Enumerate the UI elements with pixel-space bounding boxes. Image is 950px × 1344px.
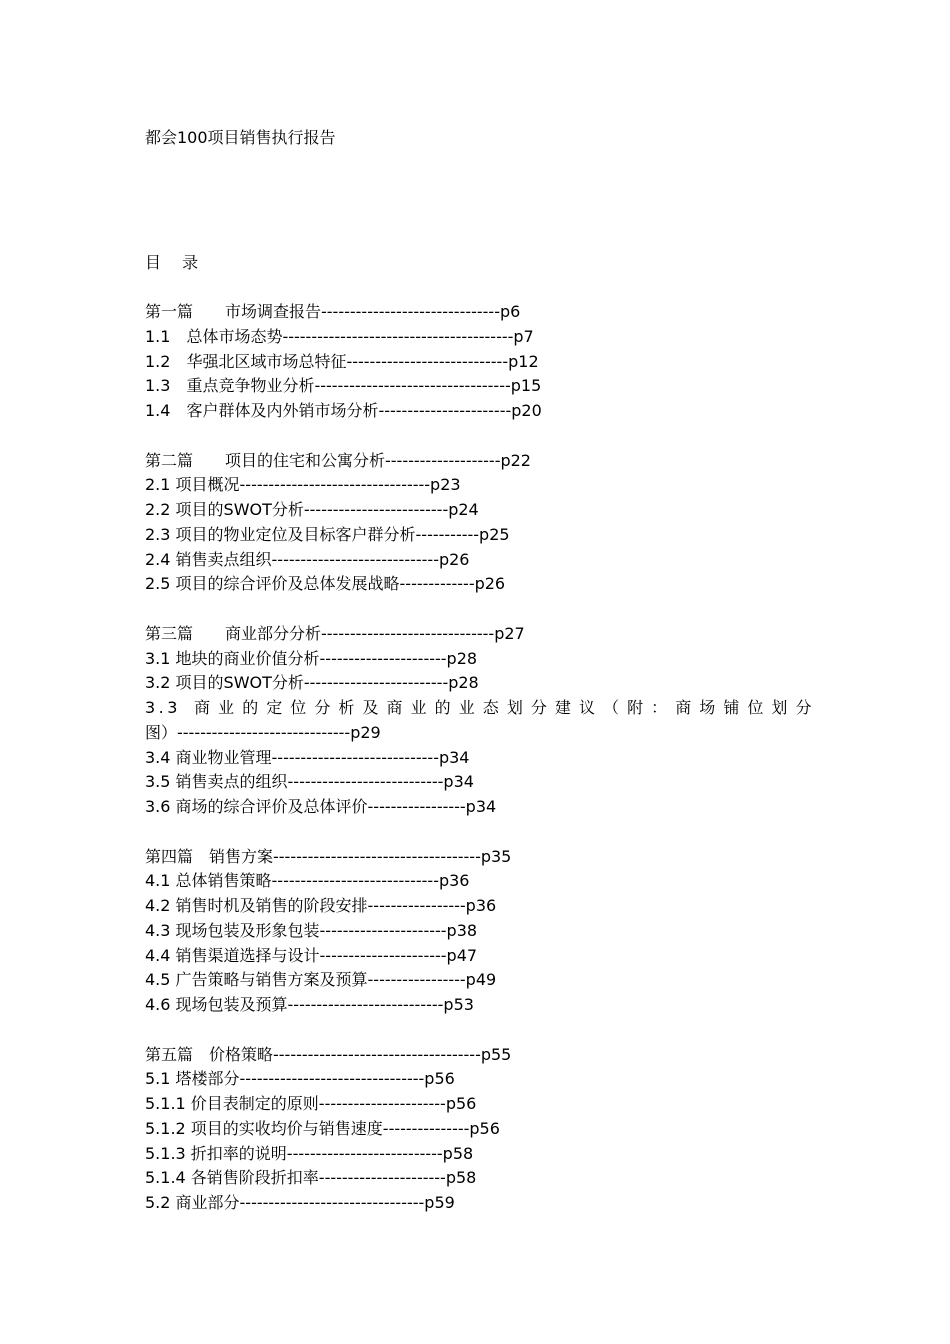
toc-section-5 (145, 1043, 815, 1216)
toc-entry-4-5: 4.5 广告策略与销售方案及预算-----------------p49 (145, 970, 497, 990)
toc-entry-5-2: 5.2 商业部分--------------------------------p59 (145, 1193, 455, 1212)
toc-section-2 (145, 449, 815, 598)
toc-entry-4-4: 4.4 销售渠道选择与设计----------------------p47 (145, 945, 478, 965)
toc-entry-3-2: 3.2 项目的SWOT分析-------------------------p28 (145, 673, 479, 693)
toc-entry-2-4: 2.4 销售卖点组织-----------------------------p26 (145, 549, 470, 569)
toc-entry-3-5: 3.5 销售卖点的组织---------------------------p34 (145, 772, 474, 792)
toc-entry-4-2: 4.2 销售时机及销售的阶段安排-----------------p36 (145, 896, 497, 915)
toc-entry-3-6: 3.6 商场的综合评价及总体评价-----------------p34 (145, 797, 497, 816)
toc-entry-5-1: 5.1 塔楼部分--------------------------------p56 (145, 1069, 455, 1089)
toc-entry-3-4: 3.4 商业物业管理-----------------------------p34 (145, 747, 470, 767)
toc-entry-part-5: 第五篇 价格策略------------------------------------p55 (145, 1044, 512, 1064)
toc-entry-part-2: 第二篇 项目的住宅和公寓分析--------------------p22 (145, 450, 531, 470)
toc-entry-4-6: 4.6 现场包装及预算---------------------------p53 (145, 995, 474, 1014)
toc-entry-3-3: 3.3 商业的定位分析及商业的业态划分建议（附：商场铺位划分 (145, 698, 815, 717)
toc-entry-3-1: 3.1 地块的商业价值分析----------------------p28 (145, 648, 478, 668)
toc-entry-1-4: 1.4 客户群体及内外销市场分析-----------------------p20 (145, 401, 542, 420)
toc-entry-1-2: 1.2 华强北区域市场总特征----------------------------p12 (145, 351, 539, 371)
toc-entry-2-5: 2.5 项目的综合评价及总体发展战略-------------p26 (145, 574, 506, 594)
toc-entry-1-1: 1.1 总体市场态势----------------------------------------p7 (145, 326, 534, 346)
toc-entry-5-1-1: 5.1.1 价目表制定的原则----------------------p56 (145, 1094, 477, 1113)
toc-section-3 (145, 622, 815, 820)
toc-heading: 目 录 (145, 253, 207, 272)
toc-entry-part-1: 第一篇 市场调查报告-------------------------------p6 (145, 302, 521, 321)
toc-entry-5-1-2: 5.1.2 项目的实收均价与销售速度---------------p56 (145, 1118, 500, 1138)
toc-entry-part-4: 第四篇 销售方案------------------------------------p35 (145, 846, 512, 866)
toc-entry-4-3: 4.3 现场包装及形象包装----------------------p38 (145, 920, 478, 940)
toc-entry-1-3: 1.3 重点竞争物业分析----------------------------------p15 (145, 376, 542, 396)
table-of-contents (145, 300, 815, 1241)
toc-entry-5-1-4: 5.1.4 各销售阶段折扣率----------------------p58 (145, 1168, 477, 1188)
toc-entry-2-2: 2.2 项目的SWOT分析-------------------------p24 (145, 500, 479, 519)
toc-section-4 (145, 845, 815, 1018)
toc-entry-2-3: 2.3 项目的物业定位及目标客户群分析-----------p25 (145, 524, 510, 544)
toc-section-1 (145, 300, 815, 424)
document-title: 都会100项目销售执行报告 (145, 128, 336, 147)
toc-entry-part-3: 第三篇 商业部分分析------------------------------p27 (145, 623, 525, 643)
toc-entry-4-1: 4.1 总体销售策略-----------------------------p36 (145, 871, 470, 891)
toc-entry-2-1: 2.1 项目概况---------------------------------p23 (145, 475, 461, 495)
toc-entry-5-1-3: 5.1.3 折扣率的说明---------------------------p58 (145, 1143, 474, 1163)
toc-entry-3-3-continued: 图）------------------------------p29 (145, 722, 381, 742)
